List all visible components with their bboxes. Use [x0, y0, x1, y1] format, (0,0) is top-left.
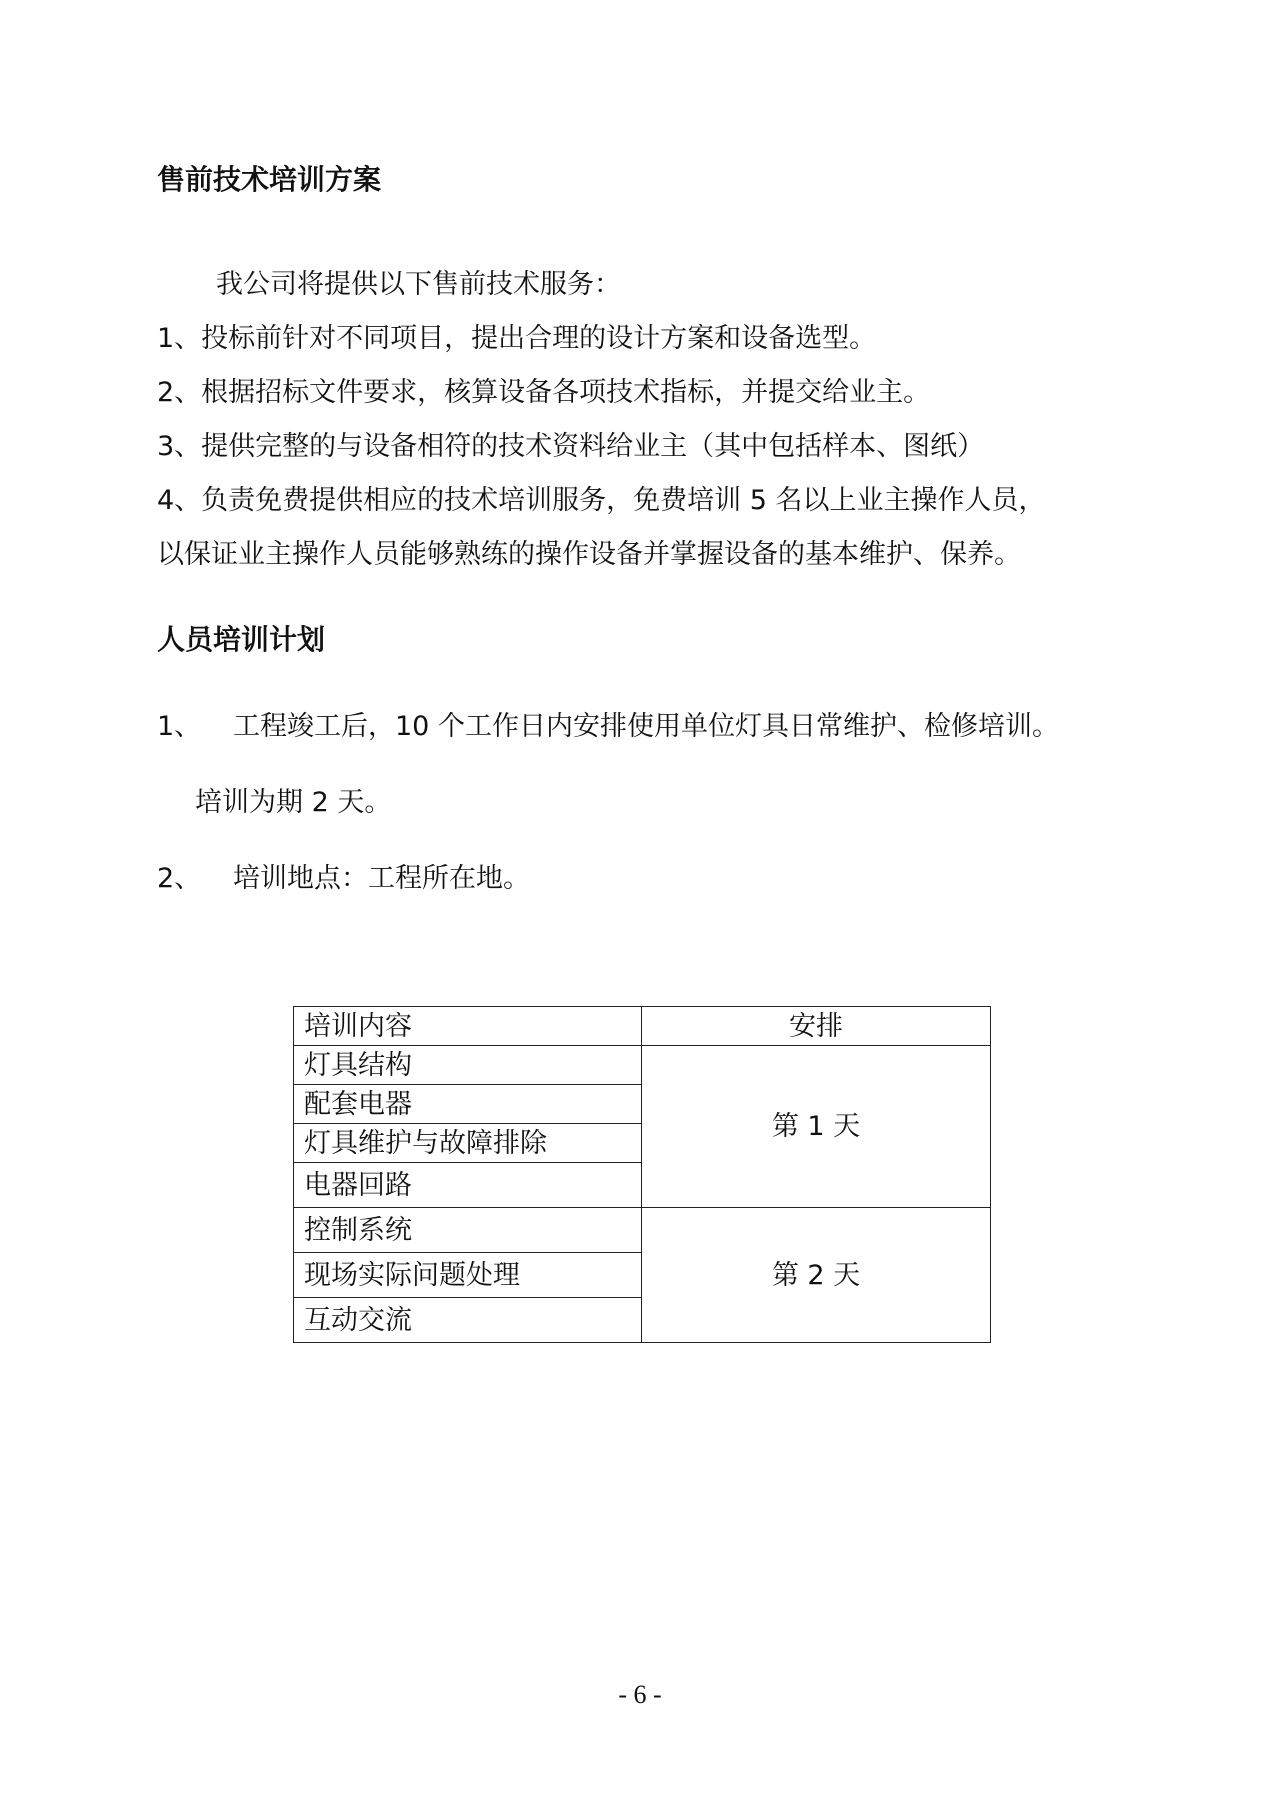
list-item: 工程竣工后，10 个工作日内安排使用单位灯具日常维护、检修培训。 [233, 711, 1059, 742]
section-title-staff-training-plan: 人员培训计划 [157, 623, 326, 656]
section-title-presales-training: 售前技术培训方案 [157, 163, 382, 196]
list-item: 培训地点：工程所在地。 [233, 863, 530, 894]
table-cell: 控制系统 [294, 1208, 642, 1253]
day-2-cell: 第 2 天 [642, 1208, 991, 1343]
page-number: - 6 - [618, 1680, 662, 1709]
intro-paragraph: 我公司将提供以下售前技术服务： [216, 269, 621, 300]
table-cell: 电器回路 [294, 1163, 642, 1208]
list-item: 1、投标前针对不同项目，提出合理的设计方案和设备选型。 [157, 323, 877, 354]
list-number: 2、 [157, 863, 202, 894]
table-row [294, 1208, 991, 1253]
list-item-continuation: 培训为期 2 天。 [195, 787, 392, 818]
table-cell: 灯具维护与故障排除 [294, 1124, 642, 1163]
table-header-row [294, 1007, 991, 1046]
table-row [294, 1046, 991, 1085]
day-1-cell: 第 1 天 [642, 1046, 991, 1208]
header-cell-content: 培训内容 [294, 1007, 642, 1046]
list-number: 1、 [157, 711, 202, 742]
list-item: 3、提供完整的与设备相符的技术资料给业主（其中包括样本、图纸） [157, 431, 985, 462]
table-cell: 灯具结构 [294, 1046, 642, 1085]
table-cell: 互动交流 [294, 1298, 642, 1343]
training-schedule-table [293, 1006, 991, 1343]
list-item: 2、根据招标文件要求，核算设备各项技术指标，并提交给业主。 [157, 377, 931, 408]
table-cell: 配套电器 [294, 1085, 642, 1124]
list-item: 4、负责免费提供相应的技术培训服务，免费培训 5 名以上业主操作人员， [157, 485, 1046, 516]
list-item-continuation: 以保证业主操作人员能够熟练的操作设备并掌握设备的基本维护、保养。 [157, 539, 1021, 570]
table-cell: 现场实际问题处理 [294, 1253, 642, 1298]
header-cell-arrangement: 安排 [642, 1007, 991, 1046]
